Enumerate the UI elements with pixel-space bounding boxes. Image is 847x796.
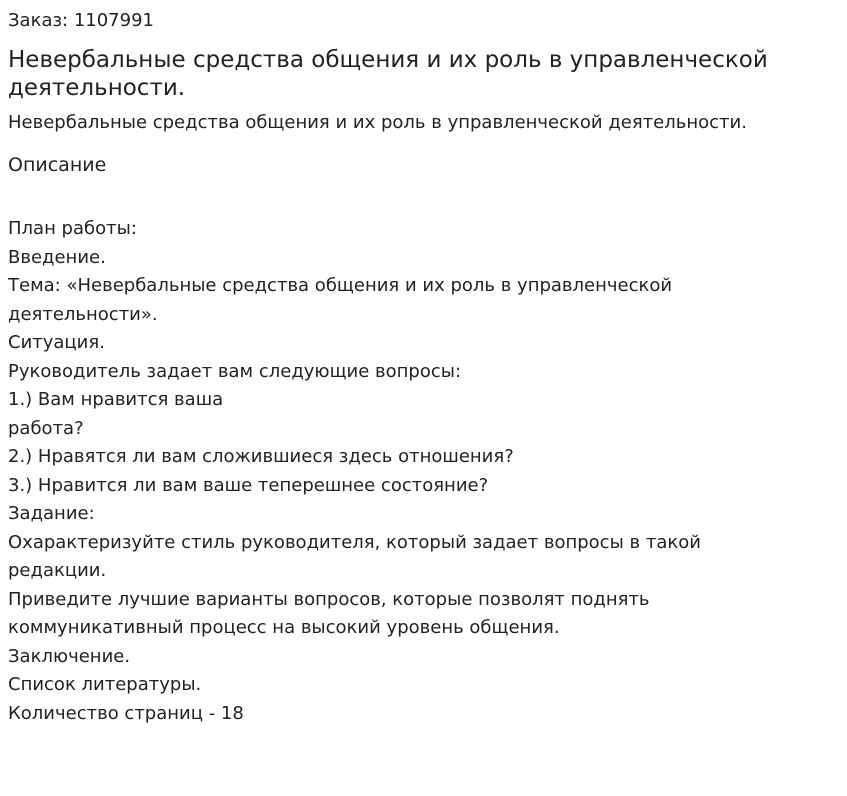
description-line-conclusion: Заключение. bbox=[8, 645, 131, 667]
description-line-intro: Введение. bbox=[8, 246, 106, 268]
question-1-text: 1.) Вам нравится ваша работа? bbox=[8, 389, 224, 439]
description-line-question-3: 3.) Нравится ли вам ваше теперешнее состояние? bbox=[8, 474, 489, 496]
description-body bbox=[8, 215, 768, 728]
description-line-plan: План работы: bbox=[8, 218, 137, 239]
description-line-task: Задание: bbox=[8, 503, 95, 524]
description-heading: Описание bbox=[8, 154, 107, 176]
page-subtitle: Невербальные средства общения и их роль в управленческой деятельности. bbox=[8, 112, 747, 133]
page-title: Невербальные средства общения и их роль в управленческой деятельности. bbox=[8, 47, 768, 101]
description-line-task-1: Охарактеризуйте стиль руководителя, который задает вопросы в такой редакции. bbox=[8, 531, 701, 581]
description-line-bibliography: Список литературы. bbox=[8, 674, 202, 695]
description-line-task-2: Приведите лучшие варианты вопросов, которые позволят поднять коммуникативный процесс на высокий уровень общения. bbox=[8, 588, 650, 638]
description-line-question-1 bbox=[8, 386, 768, 443]
description-line-page-count: Количество страниц - 18 bbox=[8, 702, 244, 724]
description-line-question-2: 2.) Нравятся ли вам сложившиеся здесь отношения? bbox=[8, 446, 514, 467]
description-line-questions-intro: Руководитель задает вам следующие вопросы: bbox=[8, 360, 462, 382]
description-line-topic: Тема: «Невербальные средства общения и их роль в управленческой деятельности». bbox=[8, 275, 673, 325]
description-line-situation: Ситуация. bbox=[8, 332, 105, 353]
order-number: Заказ: 1107991 bbox=[8, 10, 154, 31]
